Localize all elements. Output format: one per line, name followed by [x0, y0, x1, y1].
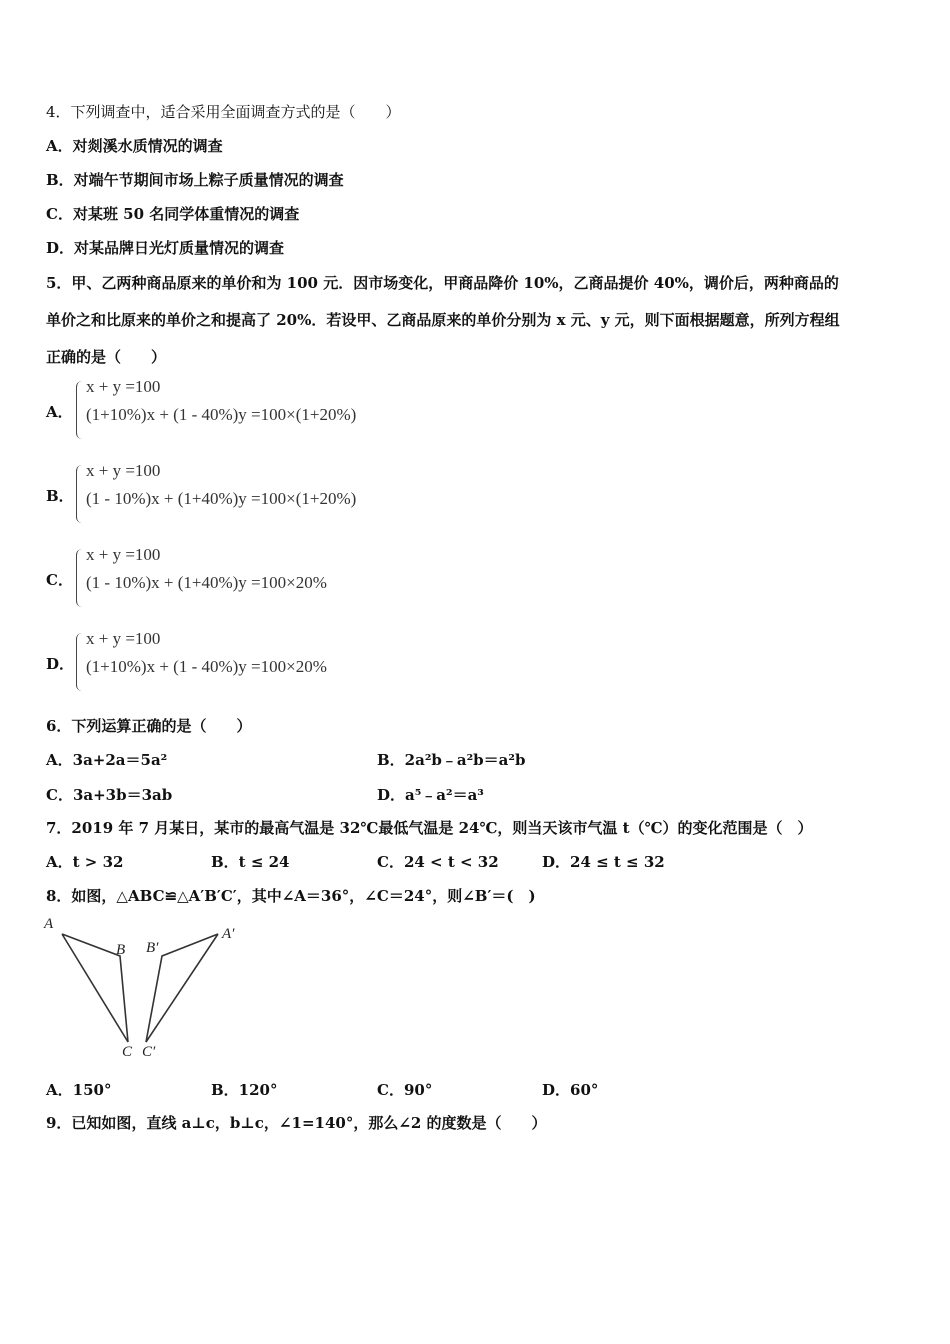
- q4-stem: 4．下列调查中，适合采用全面调查方式的是（ ）: [46, 103, 401, 121]
- q6-option-d: D．a⁵﹣a²＝a³: [377, 786, 484, 804]
- vertex-a-prime-label: A′: [222, 926, 235, 942]
- equation-1: x + y =100: [86, 377, 161, 396]
- equation-1: x + y =100: [86, 629, 161, 648]
- q8-option-d: D．60°: [542, 1081, 599, 1099]
- q8-option-b: B．120°: [211, 1081, 278, 1099]
- vertex-b-label: B: [116, 942, 126, 958]
- vertex-c-label: C: [122, 1044, 133, 1060]
- q4-option-d: D．对某品牌日光灯质量情况的调查: [46, 239, 285, 257]
- equation-2: (1+10%)x + (1 - 40%)y =100×20%: [86, 657, 327, 676]
- q8-option-a: A．150°: [46, 1081, 112, 1099]
- q6-option-c: C．3a+3b＝3ab: [46, 786, 173, 804]
- q7-option-a: A．t > 32: [46, 853, 124, 871]
- q8-stem: 8．如图，△ABC≌△A′B′C′，其中∠A＝36°，∠C＝24°，则∠B′＝( ): [46, 887, 536, 905]
- brace-icon: [76, 633, 85, 691]
- equation-2: (1 - 10%)x + (1+40%)y =100×(1+20%): [86, 489, 357, 508]
- q6-stem: 6．下列运算正确的是（ ）: [46, 717, 252, 735]
- q4-option-b: B．对端午节期间市场上粽子质量情况的调查: [46, 171, 344, 189]
- brace-icon: [76, 465, 85, 523]
- q7-option-d: D．24 ≤ t ≤ 32: [542, 853, 665, 871]
- option-label: D．: [46, 655, 75, 673]
- option-label: C．: [46, 571, 73, 589]
- q6-option-b: B．2a²b﹣a²b＝a²b: [377, 751, 526, 769]
- equation-1: x + y =100: [86, 545, 161, 564]
- brace-icon: [76, 381, 85, 439]
- q5-stem-line2: 单价之和比原来的单价之和提高了 20%．若设甲、乙商品原来的单价分别为 x 元、y 元，则下面根据题意，所列方程组: [46, 311, 840, 329]
- option-label: A．: [46, 403, 73, 421]
- q4-option-a: A．对剡溪水质情况的调查: [46, 137, 223, 155]
- q6-option-a: A．3a+2a＝5a²: [46, 751, 168, 769]
- equation-2: (1+10%)x + (1 - 40%)y =100×(1+20%): [86, 405, 357, 424]
- vertex-b-prime-label: B′: [146, 940, 159, 956]
- equation-2: (1 - 10%)x + (1+40%)y =100×20%: [86, 573, 327, 592]
- q4-option-c: C．对某班 50 名同学体重情况的调查: [46, 205, 300, 223]
- q5-stem-line1: 5．甲、乙两种商品原来的单价和为 100 元．因市场变化，甲商品降价 10%，乙商品提价 40%，调价后，两种商品的: [46, 274, 839, 292]
- q7-option-b: B．t ≤ 24: [211, 853, 290, 871]
- brace-icon: [76, 549, 85, 607]
- q7-stem: 7．2019 年 7 月某日，某市的最高气温是 32℃最低气温是 24℃，则当天该市气温 t（℃）的变化范围是（ ）: [46, 819, 813, 837]
- q8-triangle-figure: [40, 912, 250, 1064]
- q7-option-c: C．24 < t < 32: [377, 853, 499, 871]
- vertex-c-prime-label: C′: [142, 1044, 156, 1060]
- q8-option-c: C．90°: [377, 1081, 433, 1099]
- equation-1: x + y =100: [86, 461, 161, 480]
- q9-stem: 9．已知如图，直线 a⊥c，b⊥c，∠1=140°，那么∠2 的度数是（ ）: [46, 1114, 547, 1132]
- vertex-a-label: A: [44, 916, 54, 932]
- option-label: B．: [46, 487, 74, 505]
- q5-stem-line3: 正确的是（ ）: [46, 348, 167, 366]
